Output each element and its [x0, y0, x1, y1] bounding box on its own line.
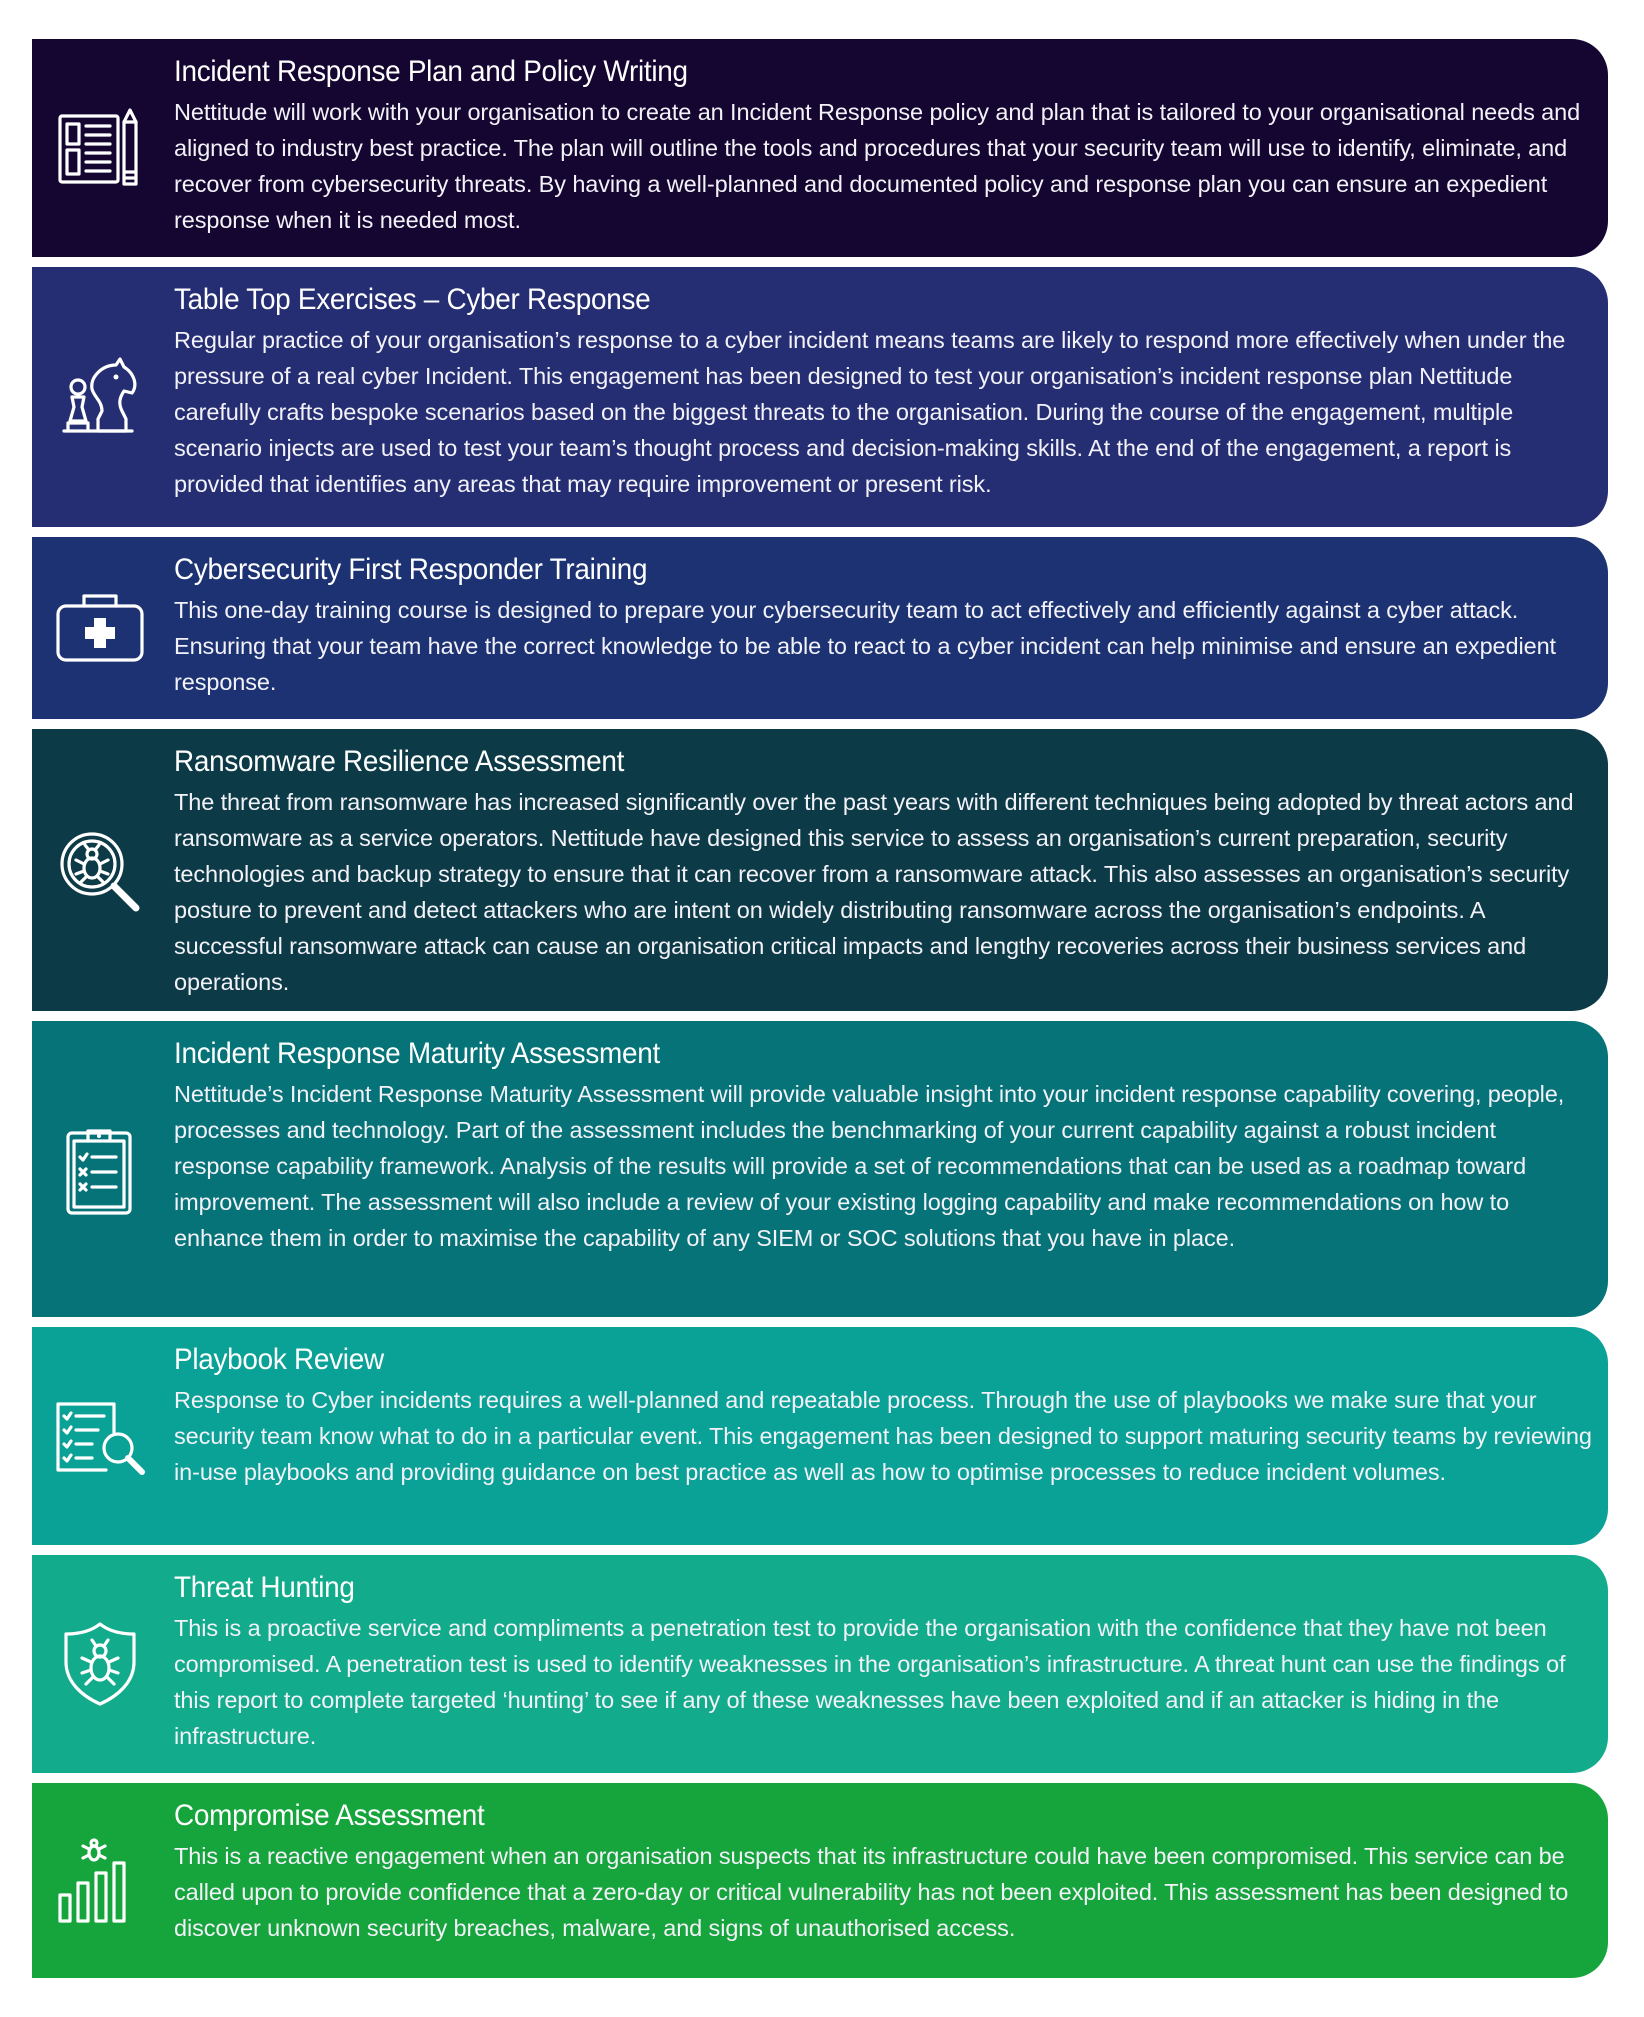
- service-description: This is a proactive service and compliments a penetration test to provide the organisation with the confidence that they have not been compromised. A penetration test is used to identify weaknesses in the organisation’s infrastructure. A threat hunt can use the findings of this report to complete targeted ‘hunting’ to see if any of these weaknesses have been exploited and if an attacker is hiding in the infrastructure.: [174, 1615, 1566, 1749]
- service-card-first-responder: [32, 537, 1608, 719]
- service-card-compromise: [32, 1783, 1608, 1978]
- service-title: Threat Hunting: [174, 1571, 355, 1604]
- service-card-table-top: [32, 267, 1608, 527]
- chess-pieces-icon: [54, 351, 146, 443]
- clipboard-checklist-icon: [54, 1123, 146, 1215]
- service-title: Incident Response Plan and Policy Writing: [174, 55, 688, 88]
- service-description: The threat from ransomware has increased significantly over the past years with different techniques being adopted by threat actors and ransomware as a service operators. Nettitude have designed this service to assess an organisation’s current preparation, security technologies and backup strategy to ensure that it can recover from a ransomware attack. This also assesses an organisation’s security posture to prevent and detect attackers who are intent on widely distributing ransomware across the organisation’s endpoints. A successful ransomware attack can cause an organisation critical impacts and lengthy recoveries across their business services and operations.: [174, 789, 1574, 995]
- checklist-search-icon: [54, 1390, 146, 1482]
- bug-magnifier-icon: [54, 824, 146, 916]
- service-card-maturity: [32, 1021, 1608, 1317]
- service-description: Nettitude’s Incident Response Maturity Assessment will provide valuable insight into your incident response capability covering, people, processes and technology. Part of the assessment includes the benchmarking of your current capability against a robust incident response capability framework. Analysis of the results will provide a set of recommendations that can be used as a roadmap toward improvement. The assessment will also include a review of your existing logging capability and make recommendations on how to enhance them in order to maximise the capability of any SIEM or SOC solutions that you have in place.: [174, 1081, 1565, 1251]
- service-card-playbook: [32, 1327, 1608, 1545]
- document-pencil-icon: [54, 102, 146, 194]
- service-title: Cybersecurity First Responder Training: [174, 553, 648, 586]
- service-title: Incident Response Maturity Assessment: [174, 1037, 660, 1070]
- service-card-ransomware: [32, 729, 1608, 1011]
- service-description: This one-day training course is designed to prepare your cybersecurity team to act effectively and efficiently against a cyber attack. Ensuring that your team have the correct knowledge to be able to react to a cyber incident can help minimise and ensure an expedient response.: [174, 597, 1556, 695]
- services-list: [32, 39, 1608, 1988]
- service-title: Playbook Review: [174, 1343, 384, 1376]
- service-description: Nettitude will work with your organisation to create an Incident Response policy and plan that is tailored to your organisational needs and aligned to industry best practice. The plan will outline the tools and procedures that your security team will use to identify, eliminate, and recover from cybersecurity threats. By having a well-planned and documented policy and response plan you can ensure an expedient response when it is needed most.: [174, 99, 1581, 233]
- service-card-threat-hunting: [32, 1555, 1608, 1773]
- bug-bar-chart-icon: [54, 1835, 146, 1927]
- service-title: Table Top Exercises – Cyber Response: [174, 283, 651, 316]
- service-title: Compromise Assessment: [174, 1799, 485, 1832]
- service-title: Ransomware Resilience Assessment: [174, 745, 625, 778]
- service-description: Regular practice of your organisation’s response to a cyber incident means teams are likely to respond more effectively when under the pressure of a real cyber Incident. This engagement has been designed to test your organisation’s incident response plan Nettitude carefully crafts bespoke scenarios based on the biggest threats to the organisation. During the course of the engagement, multiple scenario injects are used to test your team’s thought process and decision-making skills. At the end of the engagement, a report is provided that identifies any areas that may require improvement or present risk.: [174, 327, 1566, 497]
- service-card-ir-plan: [32, 39, 1608, 257]
- first-aid-kit-icon: [54, 582, 146, 674]
- service-description: Response to Cyber incidents requires a well-planned and repeatable process. Through the use of playbooks we make sure that your security team know what to do in a particular event. This engagement has been designed to support maturing security teams by reviewing in-use playbooks and providing guidance on best practice as well as how to optimise processes to reduce incident volumes.: [174, 1387, 1592, 1485]
- service-description: This is a reactive engagement when an organisation suspects that its infrastructure could have been compromised. This service can be called upon to provide confidence that a zero-day or critical vulnerability has not been exploited. This assessment has been designed to discover unknown security breaches, malware, and signs of unauthorised access.: [174, 1843, 1569, 1941]
- shield-bug-icon: [54, 1618, 146, 1710]
